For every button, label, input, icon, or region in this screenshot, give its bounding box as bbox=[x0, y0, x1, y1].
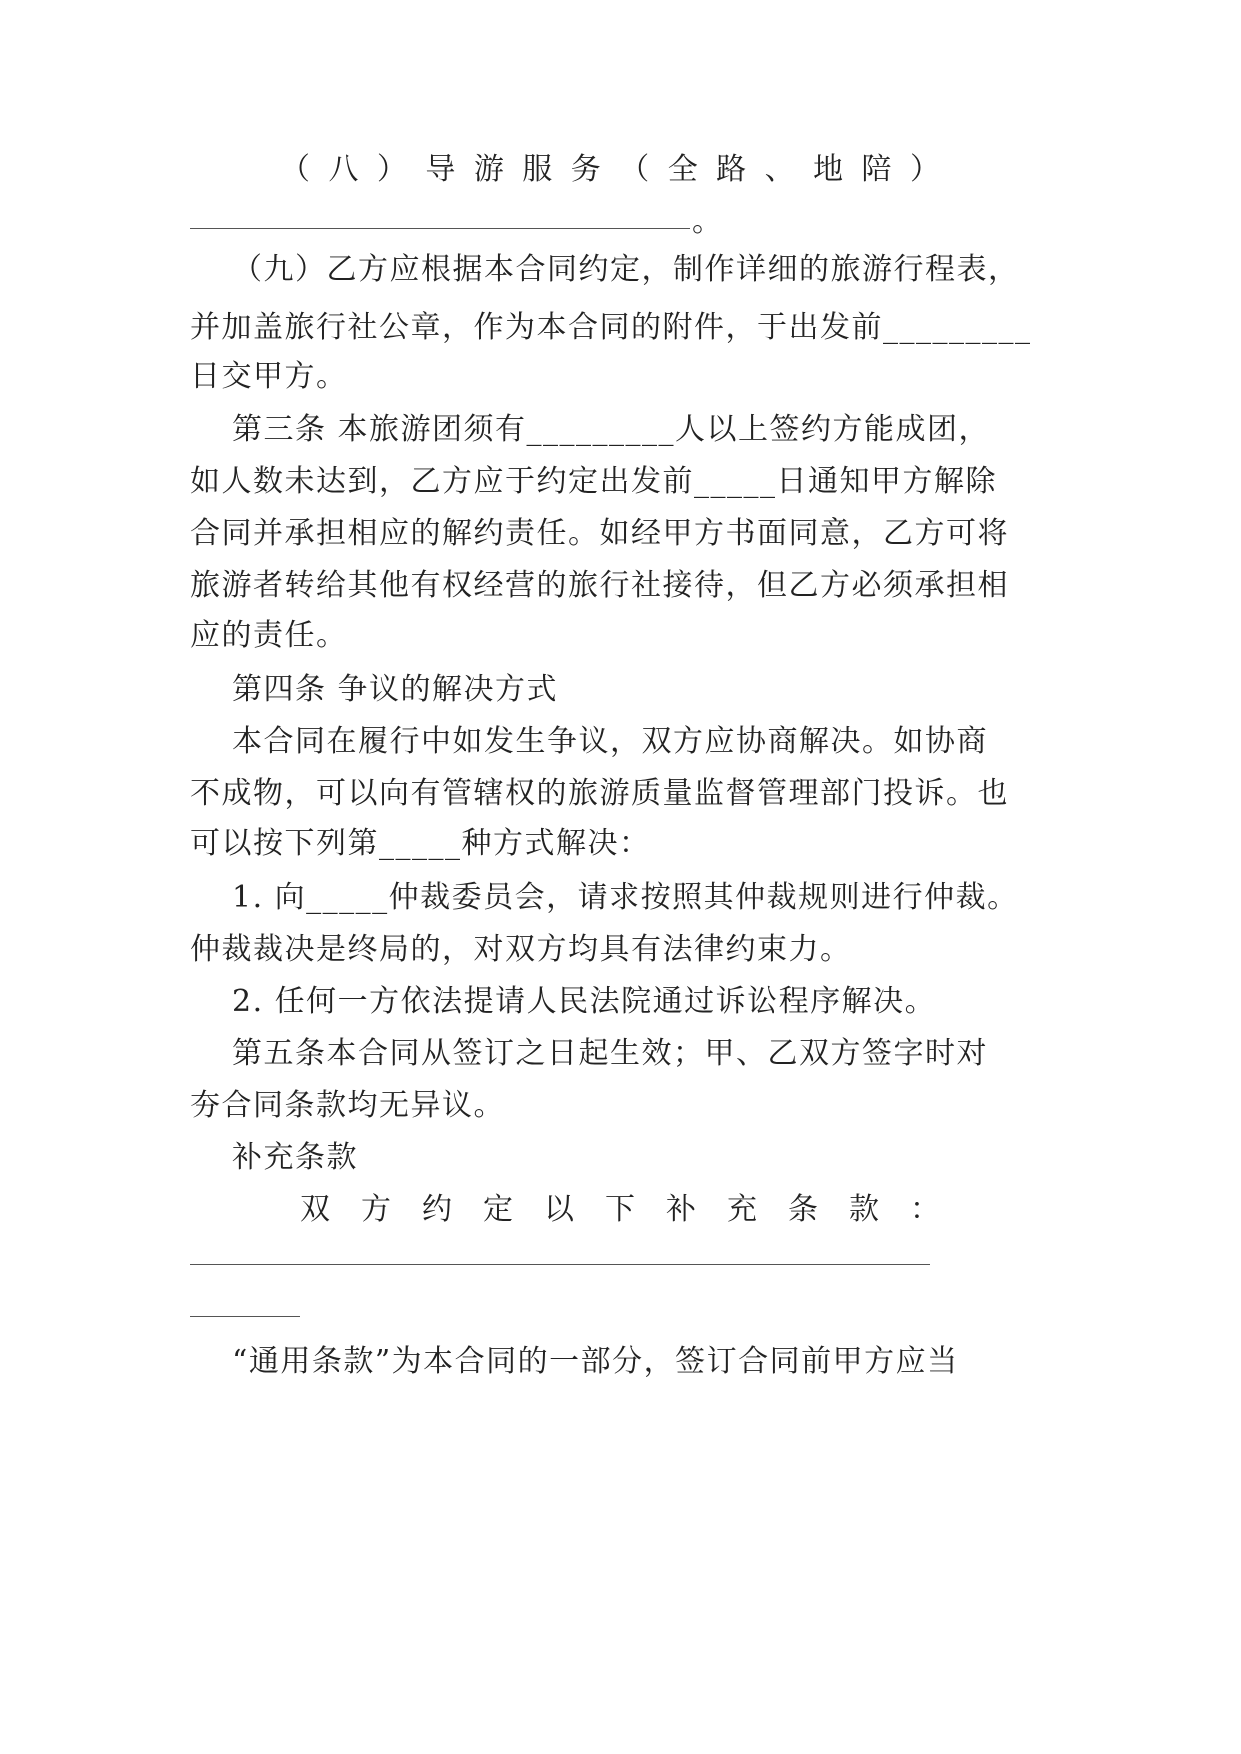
supplementary-blank-line-2 bbox=[190, 1316, 300, 1317]
general-terms-note: “通用条款”为本合同的一部分，签订合同前甲方应当 bbox=[232, 1344, 959, 1379]
clause-9-line-1: （九）乙方应根据本合同约定，制作详细的旅游行程表， bbox=[232, 252, 1020, 287]
article-3-line-2: 如人数未达到，乙方应于约定出发前_____日通知甲方解除 bbox=[190, 464, 997, 499]
supplementary-blank-line-1 bbox=[190, 1264, 930, 1265]
clause-8-end-mark: 。 bbox=[692, 204, 722, 239]
article-3-line-4: 旅游者转给其他有权经营的旅行社接待，但乙方必须承担相 bbox=[190, 568, 1009, 603]
article-4-line-3: 可以按下列第_____种方式解决： bbox=[190, 826, 651, 861]
article-5-line-2: 夯合同条款均无异议。 bbox=[190, 1088, 505, 1123]
article-4-line-1: 本合同在履行中如发生争议，双方应协商解决。如协商 bbox=[232, 724, 988, 759]
article-3-line-3: 合同并承担相应的解约责任。如经甲方书面同意，乙方可将 bbox=[190, 516, 1009, 551]
option-2: 2. 任何一方依法提请人民法院通过诉讼程序解决。 bbox=[232, 984, 937, 1019]
clause-8-guide-service: （八）导游服务（全路、地陪） bbox=[280, 152, 940, 187]
article-5-line-1: 第五条本合同从签订之日起生效；甲、乙双方签字时对 bbox=[232, 1036, 988, 1071]
article-3-line-1: 第三条 本旅游团须有_________人以上签约方能成团， bbox=[232, 412, 991, 447]
clause-9-line-3: 日交甲方。 bbox=[190, 359, 348, 394]
supplementary-intro: 双方约定以下补充条款： bbox=[300, 1192, 940, 1227]
article-4-line-2: 不成物，可以向有管辖权的旅游质量监督管理部门投诉。也 bbox=[190, 776, 1009, 811]
article-4-heading: 第四条 争议的解决方式 bbox=[232, 672, 559, 707]
clause-9-line-2: 并加盖旅行社公章，作为本合同的附件，于出发前_________ bbox=[190, 310, 1032, 345]
article-3-line-5: 应的责任。 bbox=[190, 618, 348, 653]
option-1-line-2: 仲裁裁决是终局的，对双方均具有法律约束力。 bbox=[190, 932, 852, 967]
option-1-line-1: 1. 向_____仲裁委员会，请求按照其仲裁规则进行仲裁。 bbox=[232, 880, 1019, 915]
blank-line-guide-service bbox=[190, 228, 690, 229]
supplementary-heading: 补充条款 bbox=[232, 1140, 358, 1175]
